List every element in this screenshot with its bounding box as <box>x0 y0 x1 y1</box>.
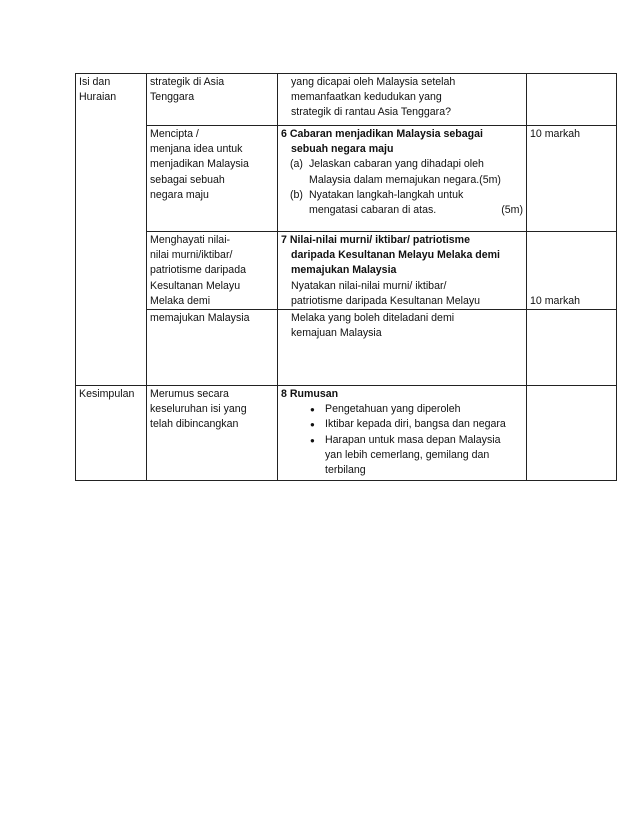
question-cell <box>278 74 527 126</box>
question-cell <box>278 310 527 386</box>
section-label: Kesimpulan <box>79 388 135 401</box>
text-line: sebagai sebuah <box>150 173 225 186</box>
text-line: nilai murni/iktibar/ <box>150 249 233 262</box>
sub-question-a <box>281 157 523 187</box>
text-line: Nyatakan nilai-nilai murni/ iktibar/ <box>291 279 447 292</box>
marks-cell <box>527 386 617 481</box>
text-line: strategik di rantau Asia Tenggara? <box>291 106 451 119</box>
sub-label: (a) <box>290 158 303 171</box>
text-line: strategik di Asia <box>150 76 225 88</box>
skill-cell <box>147 126 278 232</box>
text-line: Malaysia dalam memajukan negara.(5m) <box>309 173 501 186</box>
text-line: memanfaatkan kedudukan yang <box>291 91 442 104</box>
text-line: Jelaskan cabaran yang dihadapi oleh <box>309 158 484 171</box>
marks-cell <box>527 232 617 310</box>
text-line: menjana idea untuk <box>150 143 243 156</box>
text-line: memajukan Malaysia <box>150 312 250 325</box>
marks-cell <box>527 310 617 386</box>
marks-value: 10 markah <box>530 294 581 307</box>
sub-question-b <box>281 188 523 218</box>
section-label: Huraian <box>79 91 117 104</box>
question-heading: memajukan Malaysia <box>291 264 397 277</box>
text-line: kemajuan Malaysia <box>291 327 382 340</box>
text-line: terbilang <box>325 464 366 477</box>
skill-cell <box>147 74 278 126</box>
question-heading: 7 Nilai-nilai murni/ iktibar/ patriotisme <box>281 234 470 246</box>
marks-value: 10 markah <box>530 128 581 140</box>
skill-cell <box>147 386 278 481</box>
text-line: yang dicapai oleh Malaysia setelah <box>291 76 456 88</box>
question-heading: 8 Rumusan <box>281 388 339 401</box>
list-item <box>281 417 523 432</box>
sub-label: (b) <box>290 188 303 201</box>
section-label: Isi dan <box>79 76 111 88</box>
question-cell <box>278 232 527 310</box>
text-line: ● Iktibar kepada diri, bangsa dan negara <box>325 418 506 431</box>
section-cell-kesimpulan <box>76 386 147 481</box>
text-line: patriotisme daripada Kesultanan Melayu <box>291 294 481 307</box>
skill-cell <box>147 232 278 310</box>
table-row <box>76 74 617 126</box>
text-line: yan lebih cemerlang, gemilang dan <box>325 448 490 461</box>
text-line: Nyatakan langkah-langkah untuk <box>309 188 464 201</box>
table-row <box>76 232 617 310</box>
marks-cell <box>527 74 617 126</box>
table-row <box>76 310 617 386</box>
section-cell-isi <box>76 74 147 386</box>
text-line: Menghayati nilai- <box>150 234 231 246</box>
text-line: telah dibincangkan <box>150 418 239 431</box>
table-row <box>76 126 617 232</box>
text-line: negara maju <box>150 188 209 201</box>
text-line <box>309 203 523 218</box>
text-line: Kesultanan Melayu <box>150 279 241 292</box>
skill-cell <box>147 310 278 386</box>
text-line: keseluruhan isi yang <box>150 403 247 416</box>
text-line: Tenggara <box>150 91 195 104</box>
question-heading: sebuah negara maju <box>291 143 394 156</box>
text-line: ● Pengetahuan yang diperoleh <box>325 403 461 416</box>
summary-bullet-list <box>281 402 523 478</box>
question-cell <box>278 386 527 481</box>
marks-cell <box>527 126 617 232</box>
text-line: Merumus secara <box>150 388 229 401</box>
question-heading: daripada Kesultanan Melayu Melaka demi <box>291 249 501 262</box>
essay-outline-table <box>75 73 617 481</box>
list-item <box>281 433 523 479</box>
text-line: menjadikan Malaysia <box>150 158 249 171</box>
text-line: Melaka yang boleh diteladani demi <box>291 312 455 325</box>
text-line: Mencipta / <box>150 128 199 140</box>
text-line: Melaka demi <box>150 294 211 307</box>
text-line: ● Harapan untuk masa depan Malaysia <box>325 433 501 446</box>
list-item <box>281 402 523 417</box>
text-fragment: mengatasi cabaran di atas. <box>309 204 437 217</box>
table-row <box>76 386 617 481</box>
question-cell <box>278 126 527 232</box>
text-line: patriotisme daripada <box>150 264 246 277</box>
mark-value: (5m) <box>501 204 523 217</box>
question-heading: 6 Cabaran menjadikan Malaysia sebagai <box>281 128 483 140</box>
